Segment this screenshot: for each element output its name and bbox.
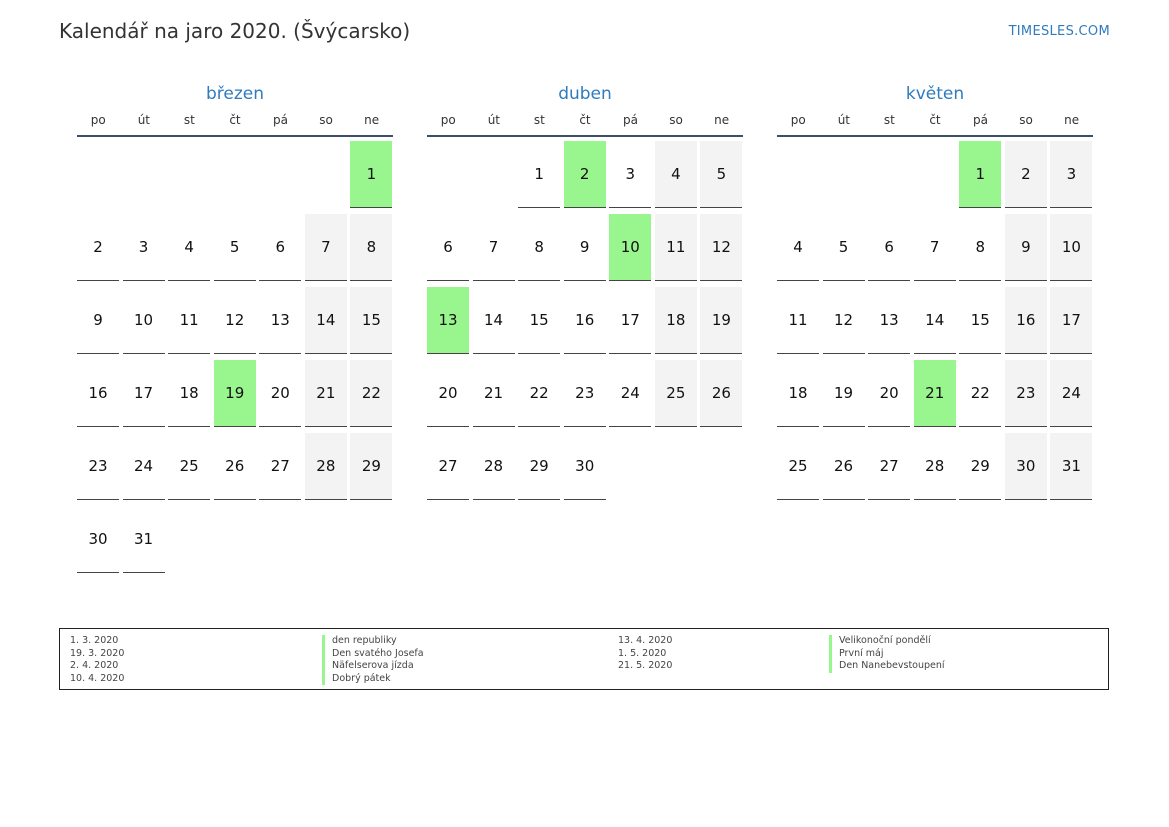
weekday-label: pá	[273, 113, 289, 127]
weekday-label: st	[533, 113, 545, 127]
day-cell: 13	[427, 287, 469, 354]
day-cell: 15	[350, 287, 392, 354]
legend-holiday-name: Näfelserova jízda	[332, 660, 414, 671]
legend-date: 19. 3. 2020	[70, 647, 125, 659]
day-cell: 17	[609, 287, 651, 354]
day-cell: 28	[305, 433, 347, 500]
weekday-label: pá	[973, 113, 989, 127]
legend-date: 10. 4. 2020	[70, 672, 125, 684]
day-grid	[777, 141, 1093, 506]
day-cell: 28	[914, 433, 956, 500]
day-cell: 16	[564, 287, 606, 354]
month-name: březen	[205, 84, 265, 104]
day-cell: 30	[564, 433, 606, 500]
weekday-header	[427, 109, 743, 137]
legend-names-left	[322, 635, 424, 685]
day-cell: 20	[868, 360, 910, 427]
day-cell: 8	[350, 214, 392, 281]
day-cell: 25	[777, 433, 819, 500]
day-cell: 2	[77, 214, 119, 281]
month-name: duben	[558, 84, 612, 104]
day-cell: 29	[350, 433, 392, 500]
brand-link[interactable]: TIMESLES.COM	[1008, 24, 1110, 39]
month-calendar-may	[777, 83, 1093, 506]
weekday-label: po	[790, 113, 806, 127]
day-cell: 7	[914, 214, 956, 281]
day-cell: 14	[305, 287, 347, 354]
day-cell: 27	[868, 433, 910, 500]
legend-holiday-name: První máj	[839, 647, 884, 659]
day-cell: 25	[168, 433, 210, 500]
legend-holiday-name: den republiky	[332, 635, 397, 646]
day-cell: 7	[305, 214, 347, 281]
day-cell: 19	[700, 287, 742, 354]
weekday-label: po	[90, 113, 106, 127]
day-cell: 4	[655, 141, 697, 208]
weekday-label: ne	[1064, 113, 1080, 127]
weekday-label: út	[487, 113, 500, 127]
legend-names-right	[829, 635, 945, 673]
day-cell: 31	[123, 506, 165, 573]
day-cell: 4	[777, 214, 819, 281]
weekday-label: ne	[714, 113, 730, 127]
day-cell: 21	[914, 360, 956, 427]
legend-dates-right	[618, 635, 858, 673]
day-cell: 3	[1050, 141, 1092, 208]
day-cell: 26	[214, 433, 256, 500]
weekday-header	[77, 109, 393, 137]
day-cell: 28	[473, 433, 515, 500]
holiday-legend	[59, 628, 1109, 690]
legend-holiday-name: Den Nanebevstoupení	[839, 660, 945, 671]
legend-holiday-name: Dobrý pátek	[332, 672, 391, 684]
weekday-label: pá	[623, 113, 639, 127]
day-cell: 26	[700, 360, 742, 427]
day-cell: 26	[823, 433, 865, 500]
weekday-label: ne	[364, 113, 380, 127]
day-cell: 3	[123, 214, 165, 281]
day-cell: 1	[518, 141, 560, 208]
day-cell: 11	[655, 214, 697, 281]
day-cell: 9	[77, 287, 119, 354]
weekday-label: so	[669, 113, 683, 127]
day-cell: 23	[1005, 360, 1047, 427]
day-cell: 2	[1005, 141, 1047, 208]
day-cell: 3	[609, 141, 651, 208]
day-cell: 10	[609, 214, 651, 281]
day-cell: 2	[564, 141, 606, 208]
page-title: Kalendář na jaro 2020. (Švýcarsko)	[59, 19, 411, 43]
day-cell: 12	[700, 214, 742, 281]
weekday-label: čt	[579, 113, 591, 127]
day-cell: 20	[259, 360, 301, 427]
legend-holiday-name: Velikonoční pondělí	[839, 635, 931, 646]
day-cell: 24	[123, 433, 165, 500]
day-cell: 8	[518, 214, 560, 281]
day-cell: 19	[823, 360, 865, 427]
month-name: květen	[905, 84, 965, 104]
weekday-label: út	[137, 113, 150, 127]
day-cell: 9	[564, 214, 606, 281]
day-cell: 9	[1005, 214, 1047, 281]
weekday-label: st	[883, 113, 895, 127]
legend-date: 1. 3. 2020	[70, 635, 119, 646]
legend-dates-left	[70, 635, 310, 685]
day-cell: 18	[168, 360, 210, 427]
day-cell: 16	[77, 360, 119, 427]
weekday-label: st	[183, 113, 195, 127]
day-cell: 18	[655, 287, 697, 354]
day-cell: 11	[777, 287, 819, 354]
day-cell: 5	[700, 141, 742, 208]
day-cell: 30	[1005, 433, 1047, 500]
day-cell: 17	[123, 360, 165, 427]
day-cell: 4	[168, 214, 210, 281]
day-cell: 27	[259, 433, 301, 500]
day-cell: 12	[823, 287, 865, 354]
day-cell: 22	[518, 360, 560, 427]
day-cell: 30	[77, 506, 119, 573]
day-cell: 22	[959, 360, 1001, 427]
day-cell: 6	[427, 214, 469, 281]
day-grid	[427, 141, 743, 506]
day-grid	[77, 141, 393, 579]
day-cell: 15	[959, 287, 1001, 354]
day-cell: 24	[609, 360, 651, 427]
day-cell: 23	[564, 360, 606, 427]
day-cell: 10	[1050, 214, 1092, 281]
day-cell: 29	[959, 433, 1001, 500]
day-cell: 7	[473, 214, 515, 281]
day-cell: 6	[868, 214, 910, 281]
weekday-label: čt	[229, 113, 241, 127]
day-cell: 5	[214, 214, 256, 281]
day-cell: 25	[655, 360, 697, 427]
weekday-label: so	[1019, 113, 1033, 127]
weekday-label: út	[837, 113, 850, 127]
day-cell: 27	[427, 433, 469, 500]
legend-holiday-name: Den svatého Josefa	[332, 647, 424, 659]
day-cell: 23	[77, 433, 119, 500]
day-cell: 19	[214, 360, 256, 427]
legend-date: 21. 5. 2020	[618, 660, 673, 671]
day-cell: 13	[259, 287, 301, 354]
day-cell: 6	[259, 214, 301, 281]
day-cell: 5	[823, 214, 865, 281]
month-calendar-march	[77, 83, 393, 579]
day-cell: 14	[914, 287, 956, 354]
day-cell: 31	[1050, 433, 1092, 500]
legend-date: 1. 5. 2020	[618, 647, 667, 659]
month-calendar-april	[427, 83, 743, 506]
weekday-label: so	[319, 113, 333, 127]
weekday-label: po	[440, 113, 456, 127]
day-cell: 12	[214, 287, 256, 354]
day-cell: 29	[518, 433, 560, 500]
day-cell: 8	[959, 214, 1001, 281]
day-cell: 21	[305, 360, 347, 427]
legend-date: 2. 4. 2020	[70, 660, 119, 671]
day-cell: 11	[168, 287, 210, 354]
day-cell: 17	[1050, 287, 1092, 354]
legend-date: 13. 4. 2020	[618, 635, 673, 646]
day-cell: 13	[868, 287, 910, 354]
day-cell: 14	[473, 287, 515, 354]
day-cell: 16	[1005, 287, 1047, 354]
day-cell: 1	[959, 141, 1001, 208]
day-cell: 10	[123, 287, 165, 354]
day-cell: 1	[350, 141, 392, 208]
day-cell: 18	[777, 360, 819, 427]
weekday-header	[777, 109, 1093, 137]
day-cell: 20	[427, 360, 469, 427]
day-cell: 22	[350, 360, 392, 427]
weekday-label: čt	[929, 113, 941, 127]
day-cell: 24	[1050, 360, 1092, 427]
day-cell: 15	[518, 287, 560, 354]
day-cell: 21	[473, 360, 515, 427]
